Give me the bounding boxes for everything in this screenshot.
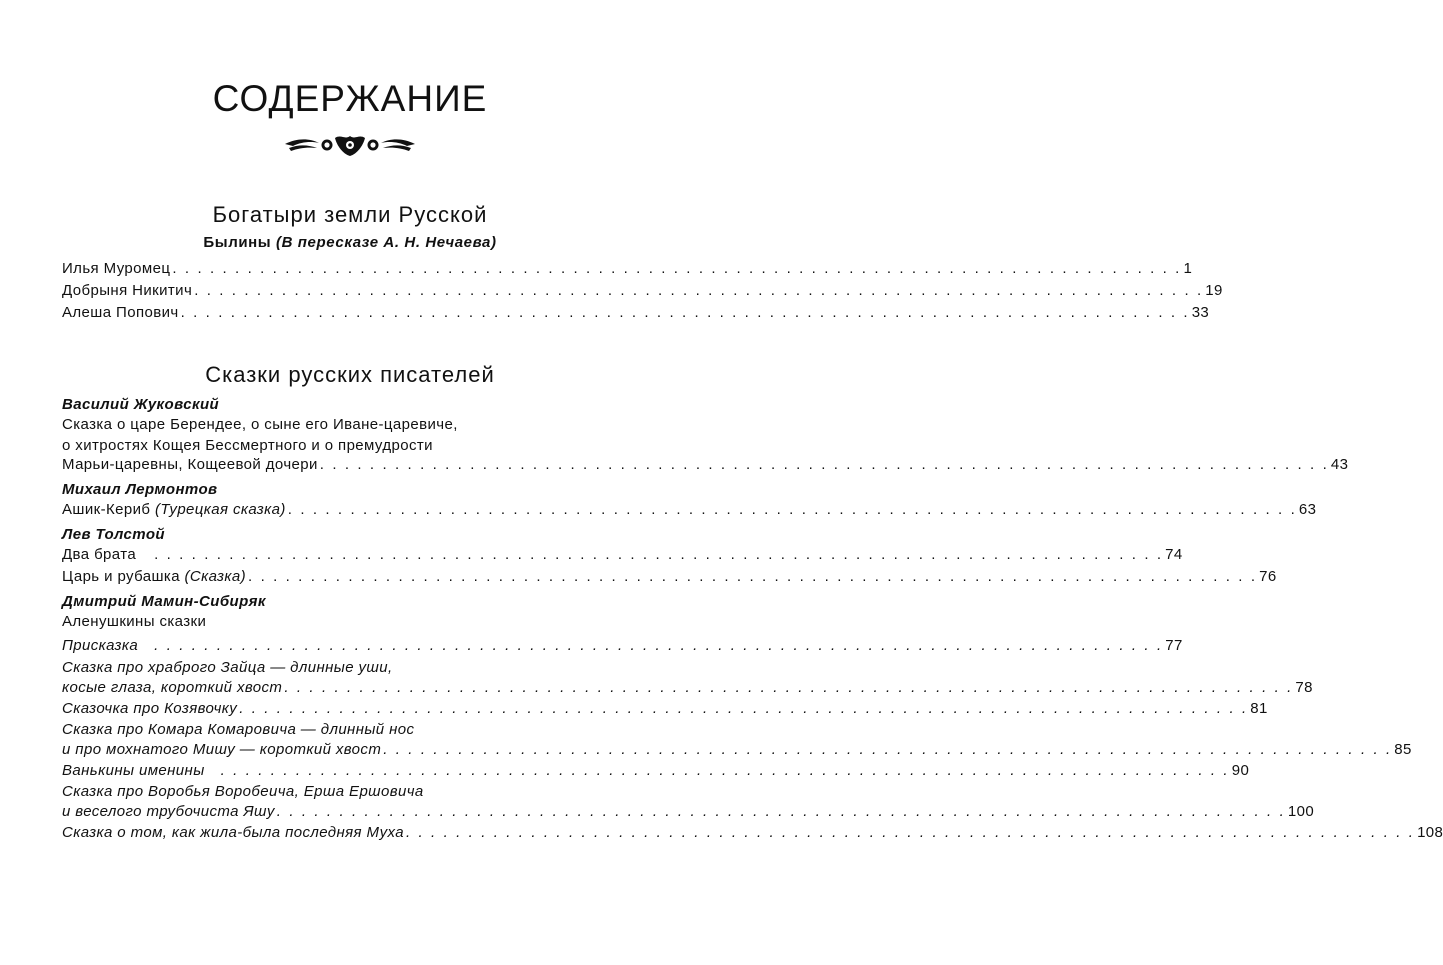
toc-entry[interactable]: Сказочка про Козявочку . . . . . . . . . . . . . . . . . . . . . . . . . . . . . . . . . . . . . . . . . . . . . . . . . . . . . . . . . . . . . . . . . . . . . . . . . . . . . . . . . 81: [62, 700, 1268, 717]
toc-entry[interactable]: Марьи-царевны, Кощеевой дочери . . . . . . . . . . . . . . . . . . . . . . . . . . . . . . . . . . . . . . . . . . . . . . . . . . . . . . . . . . . . . . . . . . . . . . . . . . . . . . . . . 43: [62, 456, 1349, 473]
author-name: Дмитрий Мамин-Сибиряк: [62, 593, 266, 610]
toc-entry[interactable]: Два брата . . . . . . . . . . . . . . . . . . . . . . . . . . . . . . . . . . . . . . . . . . . . . . . . . . . . . . . . . . . . . . . . . . . . . . . . . . . . . . . . . 74: [62, 546, 1183, 563]
toc-entry[interactable]: Сказка о том, как жила-была последняя Муха . . . . . . . . . . . . . . . . . . . . . . . . . . . . . . . . . . . . . . . . . . . . . . . . . . . . . . . . . . . . . . . . . . . . . . . . . . . . . . . . . 108: [62, 824, 1443, 841]
toc-entry[interactable]: Ашик-Кериб (Турецкая сказка) . . . . . . . . . . . . . . . . . . . . . . . . . . . . . . . . . . . . . . . . . . . . . . . . . . . . . . . . . . . . . . . . . . . . . . . . . . . . . . . . . 63: [62, 501, 1317, 518]
toc-entry[interactable]: Царь и рубашка (Сказка) . . . . . . . . . . . . . . . . . . . . . . . . . . . . . . . . . . . . . . . . . . . . . . . . . . . . . . . . . . . . . . . . . . . . . . . . . . . . . . . . . 76: [62, 568, 1277, 585]
toc-entry[interactable]: косые глаза, короткий хвост . . . . . . . . . . . . . . . . . . . . . . . . . . . . . . . . . . . . . . . . . . . . . . . . . . . . . . . . . . . . . . . . . . . . . . . . . . . . . . . . . 78: [62, 679, 1313, 696]
toc-entry[interactable]: и про мохнатого Мишу — короткий хвост . . . . . . . . . . . . . . . . . . . . . . . . . . . . . . . . . . . . . . . . . . . . . . . . . . . . . . . . . . . . . . . . . . . . . . . . . . . . . . . . . 85: [62, 741, 1412, 758]
page-title: СОДЕРЖАНИЕ: [212, 78, 488, 119]
toc-entry-line: Сказка о царе Берендее, о сыне его Иване-царевиче,: [62, 416, 458, 433]
author-name: Василий Жуковский: [62, 396, 220, 413]
section-heading-skazki: Сказки русских писателей: [205, 362, 495, 387]
toc-entry[interactable]: Алеша Попович . . . . . . . . . . . . . . . . . . . . . . . . . . . . . . . . . . . . . . . . . . . . . . . . . . . . . . . . . . . . . . . . . . . . . . . . . . . . . . . . . 33: [62, 304, 1210, 321]
toc-entry[interactable]: и веселого трубочиста Яшу . . . . . . . . . . . . . . . . . . . . . . . . . . . . . . . . . . . . . . . . . . . . . . . . . . . . . . . . . . . . . . . . . . . . . . . . . . . . . . . . . 100: [62, 803, 1315, 820]
toc-entry[interactable]: Илья Муромец . . . . . . . . . . . . . . . . . . . . . . . . . . . . . . . . . . . . . . . . . . . . . . . . . . . . . . . . . . . . . . . . . . . . . . . . . . . . . . . . . 1: [62, 260, 1193, 277]
author-name: Михаил Лермонтов: [62, 481, 218, 498]
toc-entry[interactable]: Добрыня Никитич . . . . . . . . . . . . . . . . . . . . . . . . . . . . . . . . . . . . . . . . . . . . . . . . . . . . . . . . . . . . . . . . . . . . . . . . . . . . . . . . . 19: [62, 282, 1223, 299]
section-heading-bogatyri: Богатыри земли Русской: [212, 202, 488, 227]
toc-entry-line: Сказка про Воробья Воробеича, Ерша Ершовича: [62, 783, 424, 800]
toc-entry-line: о хитростях Кощея Бессмертного и о премудрости: [62, 437, 433, 454]
collection-title: Аленушкины сказки: [62, 613, 207, 630]
section-subtitle: Былины (В пересказе А. Н. Нечаева): [203, 234, 497, 251]
toc-entry-line: Сказка про храброго Зайца — длинные уши,: [62, 659, 393, 676]
toc-entry[interactable]: Присказка . . . . . . . . . . . . . . . . . . . . . . . . . . . . . . . . . . . . . . . . . . . . . . . . . . . . . . . . . . . . . . . . . . . . . . . . . . . . . . . . . 77: [62, 637, 1183, 654]
author-name: Лев Толстой: [62, 526, 165, 543]
toc-entry-line: Сказка про Комара Комаровича — длинный нос: [62, 721, 415, 738]
toc-entry[interactable]: Ванькины именины . . . . . . . . . . . . . . . . . . . . . . . . . . . . . . . . . . . . . . . . . . . . . . . . . . . . . . . . . . . . . . . . . . . . . . . . . . . . . . . . . 90: [62, 762, 1250, 779]
decorative-ornament-icon: [283, 130, 417, 160]
